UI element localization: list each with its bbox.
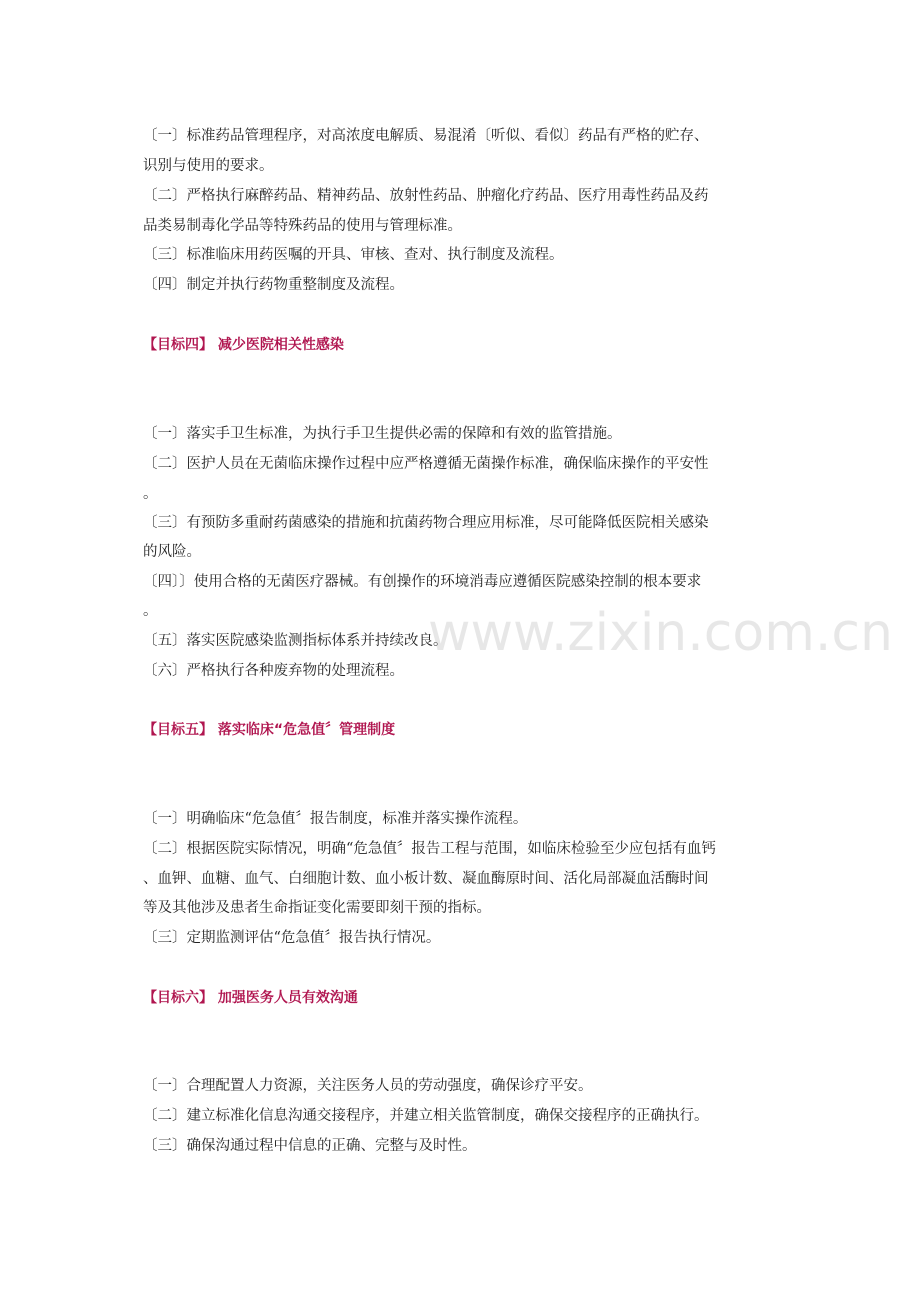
goal6-heading: 【目标六】 加强医务人员有效沟通 — [143, 990, 358, 1006]
goal6-line-1: 〔一〕合理配置人力资源，关注医务人员的劳动强度，确保诊疗平安。 — [143, 1078, 593, 1094]
goal4-heading: 【目标四】 减少医院相关性感染 — [143, 337, 344, 353]
site-watermark: www.zixin.com.cn — [428, 603, 893, 663]
intro-line-3: 〔二〕严格执行麻醉药品、精神药品、放射性药品、肿瘤化疗药品、医疗用毒性药品及药 — [143, 188, 709, 204]
goal5-line-2: 〔二〕根据医院实际情况，明确“危急值〞报告工程与范围，如临床检验至少应包括有血钙 — [143, 841, 716, 857]
goal5-line-3: 、血钾、血糖、血气、白细胞计数、血小板计数、凝血酶原时间、活化局部凝血活酶时间 — [143, 871, 709, 887]
goal4-line-4: 〔三〕有预防多重耐药菌感染的措施和抗菌药物合理应用标准，尽可能降低医院相关感染 — [143, 515, 709, 531]
intro-line-5: 〔三〕标准临床用药医嘱的开具、审核、查对、执行制度及流程。 — [143, 247, 564, 263]
goal4-line-3: 。 — [143, 486, 158, 502]
goal5-line-5: 〔三〕定期监测评估“危急值〞报告执行情况。 — [143, 930, 441, 946]
goal5-line-4: 等及其他涉及患者生命指证变化需要即刻干预的指标。 — [143, 900, 491, 916]
goal6-line-3: 〔三〕确保沟通过程中信息的正确、完整与及时性。 — [143, 1138, 477, 1154]
goal4-line-8: 〔五〕落实医院感染监测指标体系并持续改良。 — [143, 633, 448, 649]
intro-line-1: 〔一〕标准药品管理程序，对高浓度电解质、易混淆〔听似、看似〕药品有严格的贮存、 — [143, 128, 709, 144]
goal5-line-1: 〔一〕明确临床“危急值〞报告制度，标准并落实操作流程。 — [143, 811, 528, 827]
intro-line-4: 品类易制毒化学品等特殊药品的使用与管理标准。 — [143, 218, 462, 234]
goal4-line-7: 。 — [143, 603, 158, 619]
goal4-line-2: 〔二〕医护人员在无菌临床操作过程中应严格遵循无菌操作标准，确保临床操作的平安性 — [143, 456, 709, 472]
goal4-line-1: 〔一〕落实手卫生标准，为执行手卫生提供必需的保障和有效的监管措施。 — [143, 426, 622, 442]
goal4-line-9: 〔六〕严格执行各种废弃物的处理流程。 — [143, 663, 404, 679]
intro-line-2: 识别与使用的要求。 — [143, 158, 274, 174]
goal6-line-2: 〔二〕建立标准化信息沟通交接程序，并建立相关监管制度，确保交接程序的正确执行。 — [143, 1108, 709, 1124]
goal5-heading: 【目标五】 落实临床“危急值〞管理制度 — [143, 722, 396, 738]
intro-line-6: 〔四〕制定并执行药物重整制度及流程。 — [143, 277, 404, 293]
goal4-line-5: 的风险。 — [143, 544, 201, 560]
goal4-line-6: 〔四〕〕使用合格的无菌医疗器械。有创操作的环境消毒应遵循医院感染控制的根本要求 — [143, 574, 702, 590]
